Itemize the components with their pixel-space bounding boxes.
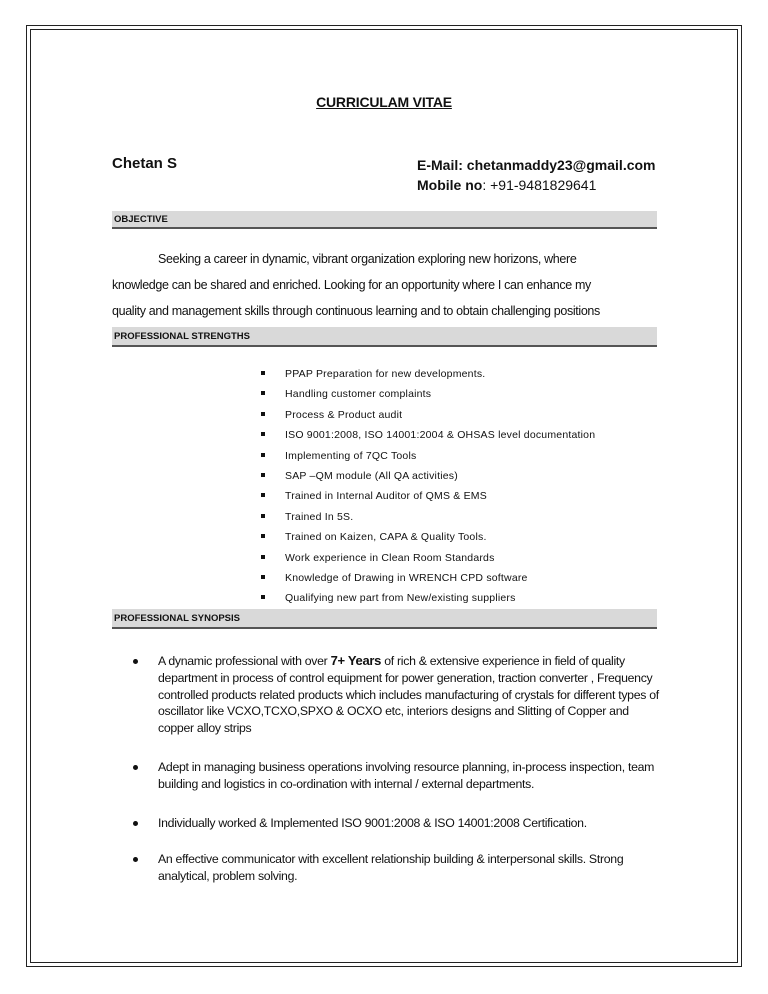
list-item: Qualifying new part from New/existing suppliers: [258, 588, 595, 608]
bullet-square-icon: [261, 412, 265, 416]
list-item: SAP –QM module (All QA activities): [258, 466, 595, 486]
bullet-square-icon: [261, 473, 265, 477]
section-professional-strengths: [112, 327, 657, 347]
bullet-dot-icon: [133, 765, 138, 770]
email-label: E-Mail:: [417, 157, 463, 173]
bullet-dot-icon: [133, 821, 138, 826]
bullet-square-icon: [261, 595, 265, 599]
bullet-square-icon: [261, 534, 265, 538]
years-highlight: 7+ Years: [330, 653, 382, 668]
list-item: Process & Product audit: [258, 405, 595, 425]
list-item: Knowledge of Drawing in WRENCH CPD software: [258, 568, 595, 588]
section-professional-synopsis: PROFESSIONAL SYNOPSIS: [112, 609, 657, 629]
bullet-square-icon: [261, 555, 265, 559]
objective-text: [112, 246, 660, 324]
section-objective: OBJECTIVE: [112, 211, 657, 229]
synopsis-list: [120, 653, 660, 885]
list-item: Work experience in Clean Room Standards: [258, 548, 595, 568]
objective-line: Seeking a career in dynamic, vibrant organization exploring new horizons, where: [158, 252, 577, 266]
bullet-square-icon: [261, 453, 265, 457]
list-item: A dynamic professional with over 7+ Years of rich & extensive experience in field of quality department in process of control equipment for power generation, traction converter , Frequency controlled products related products which includes manufacturing of crystals for different types of oscillator like VCXO,TCXO,SPXO & OCXO etc, interiors designs and Slitting of Copper and copper alloy strips: [120, 653, 660, 737]
candidate-name: Chetan S: [112, 155, 178, 172]
mobile-line: [417, 175, 656, 195]
bullet-square-icon: [261, 493, 265, 497]
strengths-list: [258, 364, 595, 609]
bullet-square-icon: [261, 391, 265, 395]
list-item: Trained on Kaizen, CAPA & Quality Tools.: [258, 527, 595, 547]
section-title: PROFESSIONAL STRENGTHS: [114, 331, 251, 342]
list-item: Implementing of 7QC Tools: [258, 446, 595, 466]
bullet-square-icon: [261, 575, 265, 579]
mobile-value: : +91-9481829641: [482, 177, 597, 193]
list-item: Adept in managing business operations involving resource planning, in-process inspection, team building and logistics in co-ordination with internal / external departments.: [120, 759, 660, 793]
list-item: Trained in Internal Auditor of QMS & EMS: [258, 486, 595, 506]
contact-block: [417, 155, 656, 195]
objective-line: quality and management skills through continuous learning and to obtain challenging positions: [112, 304, 600, 318]
mobile-label: Mobile no: [417, 177, 483, 193]
objective-line: knowledge can be shared and enriched. Looking for an opportunity where I can enhance my: [112, 278, 591, 292]
email-line: [417, 155, 656, 175]
bullet-square-icon: [261, 371, 265, 375]
list-item: Trained In 5S.: [258, 507, 595, 527]
list-item: Handling customer complaints: [258, 384, 595, 404]
list-item: Individually worked & Implemented ISO 9001:2008 & ISO 14001:2008 Certification.: [120, 815, 660, 832]
list-item: ISO 9001:2008, ISO 14001:2004 & OHSAS level documentation: [258, 425, 595, 445]
bullet-dot-icon: [133, 659, 138, 664]
list-item: PPAP Preparation for new developments.: [258, 364, 595, 384]
email-value: chetanmaddy23@gmail.com: [466, 157, 656, 173]
list-item: An effective communicator with excellent relationship building & interpersonal skills. Strong analytical, problem solving.: [120, 851, 660, 885]
bullet-dot-icon: [133, 857, 138, 862]
bullet-square-icon: [261, 514, 265, 518]
bullet-square-icon: [261, 432, 265, 436]
document-title: CURRICULAM VITAE: [316, 94, 452, 110]
